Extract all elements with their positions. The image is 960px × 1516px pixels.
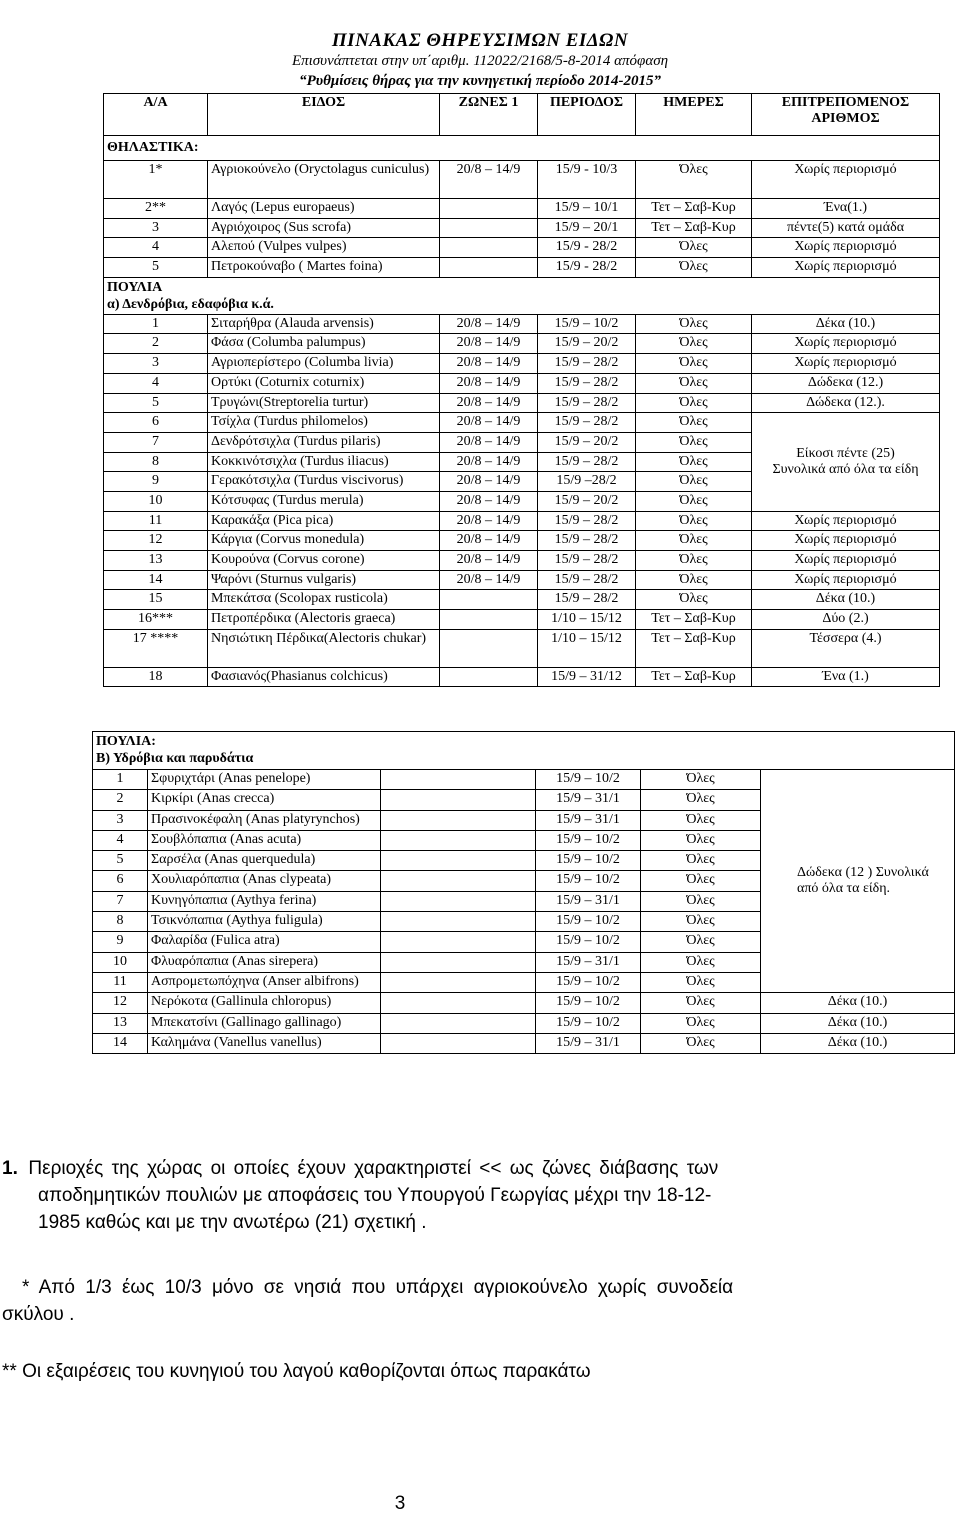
period: 15/9 – 10/2	[536, 993, 641, 1013]
note-1-number: 1.	[2, 1158, 18, 1179]
row-number: 9	[104, 472, 208, 492]
species-name: Πετροπέρδικα (Alectoris graeca)	[208, 610, 440, 630]
allowed-number: Ένα (1.)	[752, 667, 940, 687]
row-number: 1*	[104, 161, 208, 199]
period: 15/9 – 28/2	[538, 354, 636, 374]
days: Όλες	[636, 354, 752, 374]
period: 15/9 – 10/2	[536, 972, 641, 992]
row-number: 6	[104, 413, 208, 433]
period: 15/9 - 28/2	[538, 258, 636, 278]
species-name: Χουλιαρόπαπια (Anas clypeata)	[148, 871, 381, 891]
days: Όλες	[636, 393, 752, 413]
species-name: Αλεπού (Vulpes vulpes)	[208, 238, 440, 258]
period: 15/9 – 28/2	[538, 511, 636, 531]
allowed-number: πέντε(5) κατά ομάδα	[752, 218, 940, 238]
zones: 20/8 – 14/9	[440, 491, 538, 511]
period: 15/9 – 28/2	[538, 452, 636, 472]
species-name: Σαρσέλα (Anas querquedula)	[148, 851, 381, 871]
table-row	[104, 610, 940, 630]
zones	[440, 610, 538, 630]
zones	[440, 199, 538, 219]
species-name: Κιρκίρι (Anas crecca)	[148, 790, 381, 810]
allowed-number: Δέκα (10.)	[752, 590, 940, 610]
species-name: Αγριοπερίστερο (Columba livia)	[208, 354, 440, 374]
row-number: 9	[93, 932, 148, 952]
table-row	[104, 551, 940, 571]
days: Όλες	[636, 590, 752, 610]
group-limit: Είκοσι πέντε (25) Συνολικά από όλα τα είδη	[752, 413, 940, 511]
row-number: 13	[104, 551, 208, 571]
species-name: Κοκκινότσιχλα (Turdus iliacus)	[208, 452, 440, 472]
days: Όλες	[641, 972, 761, 992]
period: 15/9 – 31/1	[536, 891, 641, 911]
days: Τετ – Σαβ-Κυρ	[636, 667, 752, 687]
zones: 20/8 – 14/9	[440, 511, 538, 531]
row-number: 13	[93, 1013, 148, 1033]
allowed-number: Χωρίς περιορισμό	[752, 570, 940, 590]
table-row	[93, 1033, 955, 1053]
zones: 20/8 – 14/9	[440, 413, 538, 433]
note-1-line-1: Περιοχές της χώρας οι οποίες έχουν χαρακτηριστεί << ως ζώνες διάβασης των	[28, 1158, 719, 1179]
zones: 20/8 – 14/9	[440, 551, 538, 571]
days: Τετ – Σαβ-Κυρ	[636, 218, 752, 238]
allowed-number: Δώδεκα (12.)	[752, 373, 940, 393]
row-number: 7	[104, 432, 208, 452]
period: 15/9 – 28/2	[538, 413, 636, 433]
days: Όλες	[636, 413, 752, 433]
days: Όλες	[636, 491, 752, 511]
column-header: ΕΙΔΟΣ	[208, 94, 440, 136]
species-name: Πρασινοκέφαλη (Anas platyrynchos)	[148, 810, 381, 830]
column-header: ΕΠΙΤΡΕΠΟΜΕΝΟΣ ΑΡΙΘΜΟΣ	[752, 94, 940, 136]
period: 15/9 – 10/2	[536, 1013, 641, 1033]
species-name: Σιταρήθρα (Alauda arvensis)	[208, 314, 440, 334]
days: Όλες	[636, 314, 752, 334]
days: Τετ – Σαβ-Κυρ	[636, 629, 752, 667]
zones	[381, 912, 536, 932]
zones	[381, 790, 536, 810]
zones: 20/8 – 14/9	[440, 161, 538, 199]
table-row	[104, 413, 940, 433]
species-name: Φλυαρόπαπια (Anas sirepera)	[148, 952, 381, 972]
note-1-line-2: αποδημητικών πουλιών με αποφάσεις του Υπουργού Γεωργίας μέχρι την 18-12-	[38, 1185, 712, 1206]
days: Όλες	[641, 912, 761, 932]
row-number: 1	[104, 314, 208, 334]
document-title: ΠΙΝΑΚΑΣ ΘΗΡΕΥΣΙΜΩΝ ΕΙΔΩΝ	[331, 30, 629, 51]
column-header: ΖΩΝΕΣ 1	[440, 94, 538, 136]
period: 15/9 – 28/2	[538, 531, 636, 551]
section-title: ΠΟΥΛΙΑ:	[96, 734, 156, 749]
section-subtitle: Β) Υδρόβια και παρυδάτια	[96, 751, 254, 766]
column-header: ΠΕΡΙΟΔΟΣ	[538, 94, 636, 136]
section-row	[104, 136, 940, 161]
period: 15/9 – 10/2	[536, 770, 641, 790]
table-row	[104, 199, 940, 219]
period: 1/10 – 15/12	[538, 629, 636, 667]
table-row	[104, 393, 940, 413]
days: Όλες	[641, 1033, 761, 1053]
days: Όλες	[636, 551, 752, 571]
row-number: 4	[93, 830, 148, 850]
species-name: Φαλαρίδα (Fulica atra)	[148, 932, 381, 952]
row-number: 11	[93, 972, 148, 992]
days: Όλες	[641, 1013, 761, 1033]
allowed-number: Χωρίς περιορισμό	[752, 551, 940, 571]
row-number: 2	[104, 334, 208, 354]
days: Όλες	[636, 511, 752, 531]
row-number: 10	[93, 952, 148, 972]
zones: 20/8 – 14/9	[440, 472, 538, 492]
period: 15/9 – 20/2	[538, 491, 636, 511]
species-name: Νερόκοτα (Gallinula chloropus)	[148, 993, 381, 1013]
note-2	[0, 1274, 960, 1328]
table-row	[104, 373, 940, 393]
table-row	[104, 629, 940, 667]
period: 15/9 – 10/2	[536, 830, 641, 850]
table-row	[104, 354, 940, 374]
period: 15/9 – 10/2	[536, 851, 641, 871]
row-number: 17 ****	[104, 629, 208, 667]
row-number: 18	[104, 667, 208, 687]
zones	[381, 932, 536, 952]
species-name: Δενδρότσιχλα (Turdus pilaris)	[208, 432, 440, 452]
page-number: 3	[394, 1493, 406, 1514]
row-number: 12	[93, 993, 148, 1013]
section-title	[104, 277, 940, 314]
period: 15/9 – 28/2	[538, 570, 636, 590]
table-row	[104, 161, 940, 199]
row-number: 4	[104, 238, 208, 258]
allowed-number: Χωρίς περιορισμό	[752, 334, 940, 354]
zones	[440, 667, 538, 687]
zones: 20/8 – 14/9	[440, 531, 538, 551]
allowed-number: Δέκα (10.)	[761, 993, 955, 1013]
table-row	[93, 770, 955, 790]
row-number: 12	[104, 531, 208, 551]
zones	[440, 218, 538, 238]
allowed-number: Δέκα (10.)	[761, 1013, 955, 1033]
column-header: ΗΜΕΡΕΣ	[636, 94, 752, 136]
days: Όλες	[636, 161, 752, 199]
table-row	[104, 334, 940, 354]
species-name: Ψαρόνι (Sturnus vulgaris)	[208, 570, 440, 590]
period: 15/9 - 28/2	[538, 238, 636, 258]
species-name: Τσίχλα (Turdus philomelos)	[208, 413, 440, 433]
zones	[381, 1033, 536, 1053]
row-number: 11	[104, 511, 208, 531]
species-name: Λαγός (Lepus europaeus)	[208, 199, 440, 219]
species-name: Πετροκούναβο ( Martes foina)	[208, 258, 440, 278]
table-row	[104, 590, 940, 610]
allowed-number: Δέκα (10.)	[761, 1033, 955, 1053]
allowed-number: Δύο (2.)	[752, 610, 940, 630]
row-number: 1	[93, 770, 148, 790]
species-name: Καλημάνα (Vanellus vanellus)	[148, 1033, 381, 1053]
section-row	[104, 277, 940, 314]
table-row	[93, 993, 955, 1013]
column-header: Α/Α	[104, 94, 208, 136]
species-name: Καρακάξα (Pica pica)	[208, 511, 440, 531]
document-subtitle-2: “Ρυθμίσεις θήρας για την κυνηγετική περίοδο 2014-2015”	[299, 73, 661, 89]
row-number: 14	[93, 1033, 148, 1053]
note-3	[0, 1358, 960, 1385]
game-species-table	[103, 93, 940, 687]
species-name: Σφυριχτάρι (Anas penelope)	[148, 770, 381, 790]
species-name: Φάσα (Columba palumpus)	[208, 334, 440, 354]
allowed-number: Δέκα (10.)	[752, 314, 940, 334]
species-name: Κότσυφας (Turdus merula)	[208, 491, 440, 511]
allowed-number: Δώδεκα (12.).	[752, 393, 940, 413]
species-name: Αγριοκούνελο (Oryctolagus cuniculus)	[208, 161, 440, 199]
days: Όλες	[641, 871, 761, 891]
period: 15/9 – 10/2	[536, 912, 641, 932]
period: 15/9 – 20/2	[538, 334, 636, 354]
zones: 20/8 – 14/9	[440, 334, 538, 354]
row-number: 6	[93, 871, 148, 891]
note-3-text: ** Οι εξαιρέσεις του κυνηγιού του λαγού καθορίζονται όπως παρακάτω	[2, 1361, 591, 1382]
period: 15/9 –28/2	[538, 472, 636, 492]
row-number: 2	[93, 790, 148, 810]
days: Όλες	[641, 810, 761, 830]
allowed-number: Χωρίς περιορισμό	[752, 258, 940, 278]
row-number: 4	[104, 373, 208, 393]
species-name: Τρυγώνι(Streptorelia turtur)	[208, 393, 440, 413]
period: 15/9 – 31/1	[536, 810, 641, 830]
days: Όλες	[636, 531, 752, 551]
row-number: 15	[104, 590, 208, 610]
row-number: 8	[93, 912, 148, 932]
table-row	[104, 511, 940, 531]
note-2-line-2: σκύλου .	[2, 1304, 75, 1325]
species-name: Φασιανός(Phasianus colchicus)	[208, 667, 440, 687]
period: 15/9 – 10/2	[538, 314, 636, 334]
days: Όλες	[636, 452, 752, 472]
period: 15/9 - 10/3	[538, 161, 636, 199]
zones	[381, 891, 536, 911]
zones	[440, 258, 538, 278]
note-1-line-3: 1985 καθώς και με την ανωτέρω (21) σχετική .	[38, 1212, 427, 1233]
zones	[381, 993, 536, 1013]
table-row	[104, 570, 940, 590]
period: 15/9 – 31/1	[536, 1033, 641, 1053]
section-title	[93, 732, 955, 770]
row-number: 3	[104, 354, 208, 374]
period: 15/9 – 28/2	[538, 551, 636, 571]
species-name: Κάργια (Corvus monedula)	[208, 531, 440, 551]
period: 15/9 – 31/1	[536, 790, 641, 810]
allowed-number: Χωρίς περιορισμό	[752, 161, 940, 199]
allowed-number: Χωρίς περιορισμό	[752, 354, 940, 374]
days: Όλες	[641, 952, 761, 972]
period: 15/9 – 20/2	[538, 432, 636, 452]
days: Όλες	[636, 258, 752, 278]
row-number: 5	[104, 393, 208, 413]
allowed-number: Ένα(1.)	[752, 199, 940, 219]
days: Όλες	[641, 891, 761, 911]
species-name: Σουβλόπαπια (Anas acuta)	[148, 830, 381, 850]
period: 1/10 – 15/12	[538, 610, 636, 630]
species-name: Αγριόχοιρος (Sus scrofa)	[208, 218, 440, 238]
species-name: Μπεκατσίνι (Gallinago gallinago)	[148, 1013, 381, 1033]
zones	[381, 851, 536, 871]
zones	[381, 972, 536, 992]
table-row	[104, 314, 940, 334]
section-title: ΘΗΛΑΣΤΙΚΑ:	[104, 136, 940, 161]
species-name: Γερακότσιχλα (Turdus viscivorus)	[208, 472, 440, 492]
zones	[381, 810, 536, 830]
table-row	[104, 667, 940, 687]
zones: 20/8 – 14/9	[440, 432, 538, 452]
period: 15/9 – 10/2	[536, 932, 641, 952]
days: Όλες	[636, 334, 752, 354]
zones	[381, 1013, 536, 1033]
zones: 20/8 – 14/9	[440, 354, 538, 374]
species-name: Ορτύκι (Coturnix coturnix)	[208, 373, 440, 393]
row-number: 5	[93, 851, 148, 871]
zones	[381, 871, 536, 891]
allowed-number: Χωρίς περιορισμό	[752, 531, 940, 551]
zones: 20/8 – 14/9	[440, 393, 538, 413]
days: Όλες	[641, 830, 761, 850]
table-row	[104, 258, 940, 278]
table-row	[104, 218, 940, 238]
table-header-row	[104, 94, 940, 136]
days: Όλες	[636, 238, 752, 258]
period: 15/9 – 28/2	[538, 393, 636, 413]
days: Όλες	[641, 993, 761, 1013]
zones	[381, 952, 536, 972]
row-number: 10	[104, 491, 208, 511]
group-limit: Δώδεκα (12 ) Συνολικά από όλα τα είδη.	[761, 770, 955, 993]
note-1	[0, 1155, 960, 1236]
days: Όλες	[636, 472, 752, 492]
days: Τετ – Σαβ-Κυρ	[636, 610, 752, 630]
zones	[440, 238, 538, 258]
zones: 20/8 – 14/9	[440, 373, 538, 393]
allowed-number: Τέσσερα (4.)	[752, 629, 940, 667]
period: 15/9 – 10/1	[538, 199, 636, 219]
species-name: Τσικνόπαπια (Aythya fuligula)	[148, 912, 381, 932]
row-number: 14	[104, 570, 208, 590]
zones: 20/8 – 14/9	[440, 570, 538, 590]
species-name: Ασπρομετωπόχηνα (Anser albifrons)	[148, 972, 381, 992]
allowed-number: Χωρίς περιορισμό	[752, 238, 940, 258]
waterfowl-table	[92, 731, 955, 1054]
period: 15/9 – 10/2	[536, 871, 641, 891]
row-number: 5	[104, 258, 208, 278]
table-row	[104, 238, 940, 258]
row-number: 8	[104, 452, 208, 472]
days: Όλες	[636, 432, 752, 452]
zones	[381, 830, 536, 850]
period: 15/9 – 31/12	[538, 667, 636, 687]
species-name: Κυνηγόπαπια (Aythya ferina)	[148, 891, 381, 911]
period: 15/9 – 31/1	[536, 952, 641, 972]
zones	[440, 629, 538, 667]
section-title: ΠΟΥΛΙΑ	[107, 279, 163, 295]
species-name: Κουρούνα (Corvus corone)	[208, 551, 440, 571]
period: 15/9 – 20/1	[538, 218, 636, 238]
days: Όλες	[641, 851, 761, 871]
species-name: Μπεκάτσα (Scolopax rusticola)	[208, 590, 440, 610]
days: Όλες	[641, 932, 761, 952]
allowed-number: Χωρίς περιορισμό	[752, 511, 940, 531]
row-number: 7	[93, 891, 148, 911]
period: 15/9 – 28/2	[538, 373, 636, 393]
section-subtitle: α) Δενδρόβια, εδαφόβια κ.ά.	[107, 296, 274, 312]
row-number: 3	[93, 810, 148, 830]
zones	[440, 590, 538, 610]
zones: 20/8 – 14/9	[440, 452, 538, 472]
zones: 20/8 – 14/9	[440, 314, 538, 334]
zones	[381, 770, 536, 790]
species-name: Νησιώτικη Πέρδικα(Alectoris chukar)	[208, 629, 440, 667]
days: Όλες	[636, 570, 752, 590]
period: 15/9 – 28/2	[538, 590, 636, 610]
document-subtitle: Επισυνάπτεται στην υπ΄αριθμ. 112022/2168/5-8-2014 απόφαση	[291, 53, 669, 69]
row-number: 16***	[104, 610, 208, 630]
section-row	[93, 732, 955, 770]
days: Όλες	[641, 790, 761, 810]
days: Όλες	[641, 770, 761, 790]
table-row	[104, 531, 940, 551]
note-2-line-1: * Από 1/3 έως 10/3 μόνο σε νησιά που υπάρχει αγριοκούνελο χωρίς συνοδεία	[22, 1277, 734, 1298]
table-row	[93, 1013, 955, 1033]
days: Όλες	[636, 373, 752, 393]
row-number: 2**	[104, 199, 208, 219]
days: Τετ – Σαβ-Κυρ	[636, 199, 752, 219]
row-number: 3	[104, 218, 208, 238]
